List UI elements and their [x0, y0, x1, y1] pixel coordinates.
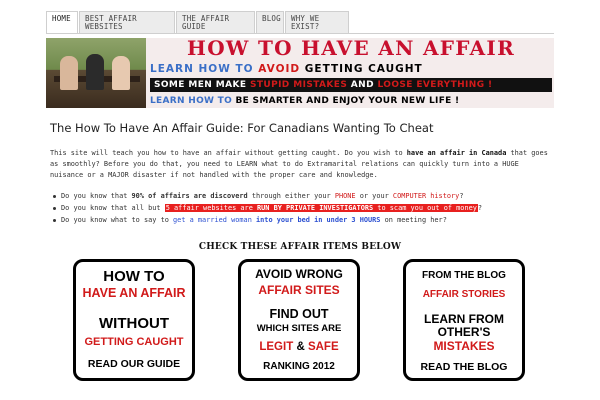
banner-line3-a: LEARN HOW TO [150, 96, 233, 106]
bullet1-f: COMPUTER history [392, 192, 460, 200]
card2-r3: FIND OUT [269, 307, 329, 321]
bullet1-g: ? [459, 192, 464, 200]
bullet2-b: 5 affair websites are [165, 204, 253, 212]
card2-legit: LEGIT [259, 341, 294, 353]
card2-r1: AVOID WRONG [255, 267, 343, 281]
nav-home[interactable] [46, 11, 78, 34]
card2-r2: AFFAIR SITES [258, 283, 340, 297]
list-item [52, 190, 557, 202]
intro-text-1: This site will teach you how to have an affair without getting caught. Do you wish to [50, 149, 407, 157]
banner-photo [46, 38, 146, 108]
header-banner[interactable] [46, 38, 554, 108]
nav-blog-label: BLOG [262, 14, 281, 23]
card3-r5: MISTAKES [433, 339, 495, 353]
card1-r2: HAVE AN AFFAIR [82, 286, 186, 300]
list-item [52, 202, 557, 214]
banner-line-mistakes [150, 78, 552, 92]
card1-r1: HOW TO [103, 268, 165, 285]
card2-safe: SAFE [307, 341, 339, 353]
nav-home-label: HOME [52, 14, 71, 23]
ranking-2012: RANKING 2012 [263, 361, 335, 372]
banner-line2-b: STUPID MISTAKES [249, 80, 348, 90]
legit-safe-row [241, 341, 357, 353]
card3-r3: LEARN FROM [424, 312, 504, 326]
bullet1-a: Do you know that [61, 192, 132, 200]
blog-card[interactable] [403, 259, 525, 381]
card3-r4: OTHER'S [437, 325, 491, 339]
intro-bold: have an affair in Canada [406, 149, 507, 157]
nav-best-affair-websites-label: BEST AFFAIR WEBSITES [85, 14, 137, 31]
nav-affair-guide-label: THE AFFAIR GUIDE [182, 14, 230, 31]
banner-line3-b: BE SMARTER AND ENJOY YOUR NEW LIFE ! [235, 96, 460, 106]
nav-divider [46, 33, 554, 34]
nav-affair-guide[interactable] [176, 11, 255, 34]
list-item [52, 214, 557, 226]
person-shape [86, 54, 104, 90]
bullet3-c: into your bed in under 3 HOURS [256, 216, 381, 224]
person-shape [112, 56, 130, 90]
banner-line2-c: AND [350, 80, 374, 90]
bullet2-c: RUN BY PRIVATE INVESTIGATORS [257, 204, 374, 212]
person-shape [60, 56, 78, 90]
banner-line1-c: GETTING CAUGHT [304, 63, 423, 75]
card1-r3: WITHOUT [99, 315, 169, 332]
banner-title: HOW TO HAVE AN AFFAIR [187, 38, 515, 60]
nav-best-affair-websites[interactable] [79, 11, 175, 34]
card3-r2: AFFAIR STORIES [422, 289, 506, 300]
bullet1-d: PHONE [334, 192, 356, 200]
bullet1-e: or your [355, 192, 393, 200]
bullet2-a: Do you know that all but [61, 204, 165, 212]
bullet3-d: on meeting her? [380, 216, 447, 224]
main-nav [46, 11, 350, 34]
married-woman-link[interactable]: get a married woman [173, 216, 252, 224]
card3-r1: FROM THE BLOG [422, 270, 506, 281]
read-our-guide: READ OUR GUIDE [87, 358, 181, 370]
nav-blog[interactable] [256, 11, 284, 34]
bullet1-c: through either your [247, 192, 335, 200]
affair-sites-card[interactable] [238, 259, 360, 381]
card1-r4: GETTING CAUGHT [84, 336, 184, 348]
bullet3-a: Do you know what to say to [61, 216, 174, 224]
banner-line-avoid [150, 62, 552, 76]
card2-amp: & [296, 341, 305, 353]
banner-line1-a: LEARN HOW TO [150, 63, 254, 75]
scam-highlight[interactable] [165, 204, 478, 212]
card2-r4: WHICH SITES ARE [256, 323, 342, 334]
bullet1-b: 90% of affairs are discoverd [131, 192, 248, 200]
bullet2-d: to scam you out of money [377, 204, 477, 212]
affair-guide-card[interactable] [73, 259, 195, 381]
nav-why-we-exist-label: WHY WE EXIST? [291, 14, 320, 31]
banner-line-smarter [150, 94, 552, 108]
intro-paragraph [50, 148, 555, 181]
nav-why-we-exist[interactable] [285, 11, 349, 34]
read-the-blog: READ THE BLOG [420, 361, 508, 373]
banner-line1-b: AVOID [258, 63, 301, 75]
section-title: CHECK THESE AFFAIR ITEMS BELOW [198, 242, 402, 252]
page-title: The How To Have An Affair Guide: For Canadians Wanting To Cheat [50, 121, 434, 135]
intro-text-2: that goes as smoothly? Before you do that, you need to LEARN what to do Extramarital relations can quickly turn into a HUGE nuisance or a MAJOR disaster if not handled with the proper care and knowledge. [50, 149, 548, 179]
banner-line2-a: SOME MEN MAKE [154, 80, 247, 90]
question-list [52, 190, 557, 226]
banner-line2-d: LOOSE EVERYTHING ! [377, 80, 493, 90]
bullet2-e: ? [477, 204, 483, 212]
